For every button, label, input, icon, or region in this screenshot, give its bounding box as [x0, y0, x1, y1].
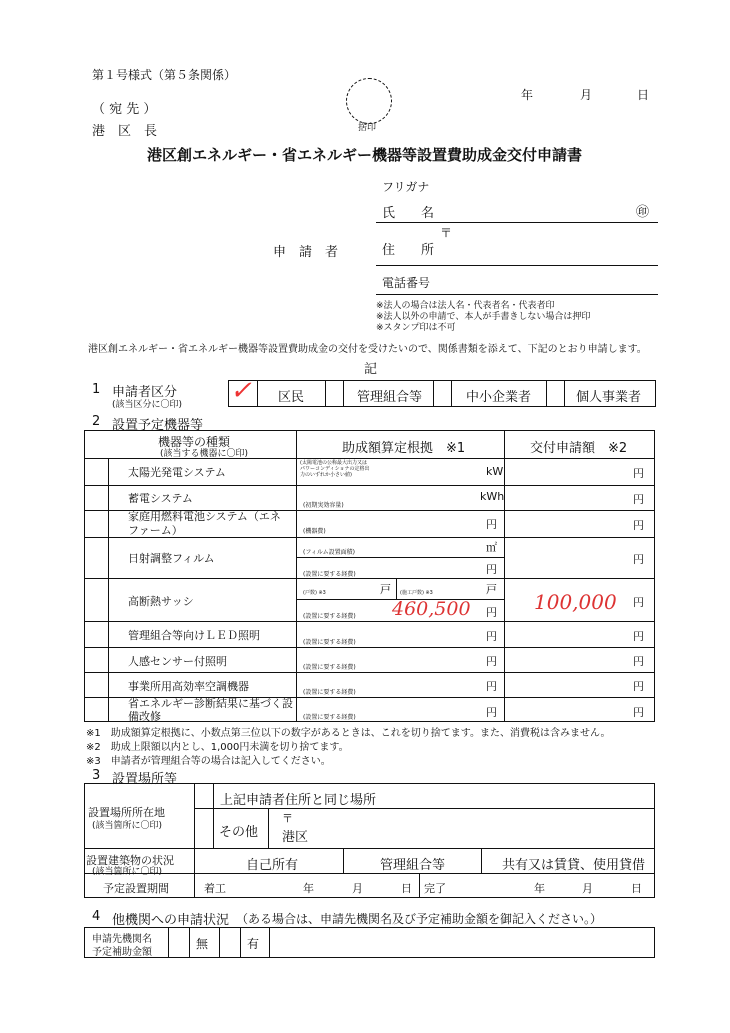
- row-aircon-unit: 円: [486, 680, 497, 693]
- row-film-unit: ㎡: [486, 541, 497, 554]
- row-sash-basis-note: (戸数) ※3: [303, 590, 326, 596]
- section1-label: 申請者区分: [112, 385, 178, 400]
- row-aircon-name: 事業所用高効率空調機器: [128, 680, 249, 693]
- row-film-basis-note: (フィルム設置面積): [303, 549, 355, 556]
- row-led-yen: 円: [633, 630, 644, 643]
- row-sash-name: 高断熱サッシ: [128, 595, 194, 608]
- date-year: 年: [521, 88, 534, 102]
- section4-note: （ある場合は、申請先機関名及び予定補助金額を御記入ください。）: [236, 912, 603, 926]
- name-label: 氏 名: [382, 206, 435, 221]
- row-sash-yen: 円: [633, 596, 644, 609]
- section2-note-1: ※1 助成額算定根拠に、小数点第三位以下の数字があるときは、これを切り捨てます。また、消費税は含みません。: [86, 728, 611, 739]
- applicant-note-2: ※法人以外の申請で、本人が手書きしない場合は押印: [376, 312, 591, 322]
- building-shared-option[interactable]: 共有又は賃貸、使用貸借: [502, 858, 646, 873]
- row-film-name: 日射調整フィルム: [128, 552, 215, 565]
- row-sensor-unit: 円: [486, 655, 497, 668]
- option-management-association[interactable]: 管理組合等: [357, 390, 423, 405]
- row-sash-amount[interactable]: 100,000: [534, 590, 617, 614]
- col-type-sub: (該当する機器に〇印): [160, 449, 249, 459]
- option-sme[interactable]: 中小企業者: [466, 390, 532, 405]
- row-led-unit: 円: [486, 630, 497, 643]
- row-diagnosis-basis-note: (設置に要する経費): [303, 714, 356, 721]
- period-end-label: 完了: [424, 882, 446, 895]
- section2-note-3: ※3 申請者が管理組合等の場合は記入してください。: [86, 756, 331, 767]
- row-sash-unit-b: 戸: [486, 583, 497, 596]
- row-storage-name: 蓄電システム: [128, 492, 193, 505]
- furigana-label: フリガナ: [382, 180, 430, 194]
- row-film-yen: 円: [633, 553, 644, 566]
- postal-mark: 〒: [440, 226, 453, 240]
- same-as-applicant-option[interactable]: 上記申請者住所と同じ場所: [220, 793, 377, 808]
- row-sash-unit: 戸: [380, 583, 391, 596]
- intro-text: 港区創エネルギー・省エネルギー機器等設置費助成金の交付を受けたいので、関係書類を添えて、下記のとおり申請します。: [88, 344, 647, 355]
- row-storage-basis-note: (初期実効容量): [303, 502, 344, 509]
- start-day: 日: [401, 882, 412, 895]
- end-year: 年: [534, 882, 545, 895]
- location-sub: (該当箇所に〇印): [92, 821, 163, 831]
- address-label: 住 所: [382, 243, 435, 258]
- section4-number: 4: [92, 909, 101, 924]
- seal-mark: ㊞: [636, 205, 650, 220]
- option-sole-proprietor[interactable]: 個人事業者: [576, 390, 642, 405]
- section4-label: 他機関への申請状況: [112, 913, 230, 928]
- row-solar-basis-note: (太陽電池の公称最大出力又は パワーコンディショナの定格出 力のいずれか小さい値): [300, 460, 370, 478]
- row-fuelcell-yen: 円: [633, 519, 644, 532]
- ki-mark: 記: [364, 362, 378, 377]
- section2-label: 設置予定機器等: [112, 418, 204, 433]
- building-association-option[interactable]: 管理組合等: [380, 858, 446, 873]
- form-number: 第１号様式（第５条関係）: [92, 68, 237, 82]
- mayor: 港 区 長: [92, 124, 158, 139]
- section3-number: 3: [92, 768, 101, 783]
- row-diagnosis-name: 省エネルギー診断結果に基づく設備改修: [128, 697, 293, 723]
- section3-label: 設置場所等: [112, 772, 178, 787]
- date-month: 月: [580, 88, 593, 102]
- agency-amount-label: 予定補助金額: [92, 947, 152, 958]
- row-fuelcell-name: 家庭用燃料電池システム（エネファーム）: [128, 510, 281, 537]
- addressee: （ 宛 先 ）: [92, 102, 157, 117]
- page-title: 港区創エネルギー・省エネルギー機器等設置費助成金交付申請書: [147, 146, 583, 164]
- row-diagnosis-yen: 円: [633, 706, 644, 719]
- option-none[interactable]: 無: [196, 937, 209, 951]
- section2-number: 2: [92, 414, 101, 429]
- phone-label: 電話番号: [382, 276, 431, 290]
- option-yes[interactable]: 有: [247, 937, 260, 951]
- location-label: 設置場所所在地: [88, 806, 165, 819]
- discard-seal-label: 捨印: [358, 123, 377, 133]
- address-underline: [376, 265, 658, 266]
- row-fuelcell-basis-note: (機器費): [303, 528, 326, 535]
- location-ward: 港区: [282, 830, 309, 845]
- col-type-header: 機器等の種類: [158, 435, 231, 449]
- section2-note-2: ※2 助成上限額以内とし、1,000円未満を切り捨てます。: [86, 742, 349, 753]
- resident-checkmark: ✓: [230, 376, 252, 406]
- row-solar-yen: 円: [633, 467, 644, 480]
- building-label: 設置建築物の状況: [86, 854, 174, 867]
- date-day: 日: [637, 88, 650, 102]
- row-sensor-name: 人感センサー付照明: [128, 655, 227, 668]
- phone-underline: [376, 294, 658, 295]
- row-fuelcell-unit: 円: [486, 518, 497, 531]
- end-month: 月: [582, 882, 593, 895]
- row-sash-basis-note-2: (設置に要する経費): [303, 613, 356, 620]
- row-sash-unit-2: 円: [486, 606, 497, 619]
- row-film-basis-note-2: (設置に要する経費): [303, 571, 356, 578]
- row-aircon-basis-note: (設置に要する経費): [303, 689, 356, 696]
- option-resident[interactable]: 区民: [278, 390, 305, 405]
- row-film-unit-2: 円: [486, 563, 497, 576]
- other-location-option[interactable]: その他: [219, 825, 259, 840]
- period-start-label: 着工: [204, 882, 226, 895]
- row-solar-name: 太陽光発電システム: [128, 466, 226, 479]
- other-agency-table: [84, 927, 655, 958]
- section1-sub: (該当区分に〇印): [112, 400, 183, 410]
- row-led-name: 管理組合等向けＬＥＤ照明: [128, 629, 260, 642]
- start-year: 年: [303, 882, 314, 895]
- period-label: 予定設置期間: [103, 882, 169, 895]
- name-underline: [376, 222, 658, 223]
- row-sash-cost-value[interactable]: 460,500: [392, 598, 471, 620]
- applicant-note-3: ※スタンプ印は不可: [376, 323, 456, 333]
- row-solar-unit: kW: [486, 465, 504, 478]
- building-own-option[interactable]: 自己所有: [246, 858, 299, 873]
- building-sub: (該当箇所に〇印): [92, 867, 163, 877]
- col-basis-header: 助成額算定根拠 ※1: [342, 441, 466, 456]
- row-sensor-yen: 円: [633, 655, 644, 668]
- row-aircon-yen: 円: [633, 680, 644, 693]
- start-month: 月: [352, 882, 363, 895]
- row-sensor-basis-note: (設置に要する経費): [303, 664, 356, 671]
- row-storage-unit: kWh: [480, 490, 505, 503]
- row-led-basis-note: (設置に要する経費): [303, 639, 356, 646]
- discard-seal-circle: [346, 78, 392, 124]
- row-diagnosis-unit: 円: [486, 706, 497, 719]
- section1-number: 1: [92, 382, 101, 397]
- row-storage-yen: 円: [633, 493, 644, 506]
- applicant-label: 申 請 者: [273, 245, 339, 260]
- agency-name-label: 申請先機関名: [92, 934, 152, 945]
- col-amount-header: 交付申請額 ※2: [530, 441, 628, 456]
- location-postal-mark: 〒: [282, 812, 293, 825]
- row-sash-basis-note-b: (施工戸数) ※3: [400, 590, 433, 596]
- applicant-note-1: ※法人の場合は法人名・代表者名・代表者印: [376, 301, 555, 311]
- end-day: 日: [631, 882, 642, 895]
